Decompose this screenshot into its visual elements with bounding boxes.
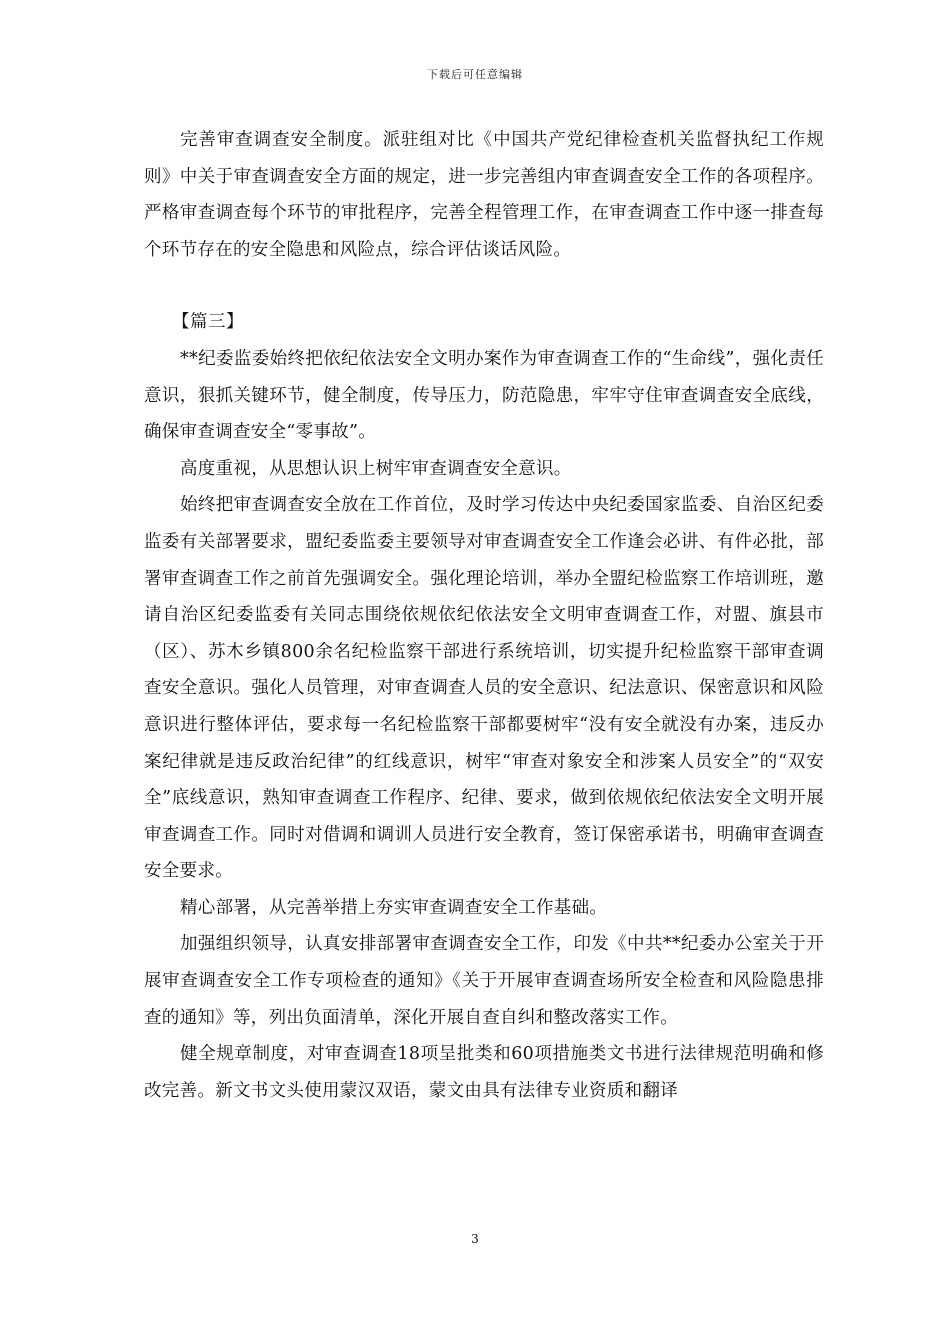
paragraph: 完善审查调查安全制度。派驻组对比《中国共产党纪律检查机关监督执纪工作规则》中关于审查调查安全方面的规定，进一步完善组内审查调查安全工作的各项程序。严格审查调查每个环节的审批程序，完善全程管理工作，在审查调查工作中逐一排查每个环节存在的安全隐患和风险点，综合评估谈话风险。 [144,130,824,260]
page-number: 3 [471,1232,479,1246]
paragraph: 始终把审查调查安全放在工作首位，及时学习传达中央纪委国家监委、自治区纪委监委有关部署要求，盟纪委监委主要领导对审查调查安全工作逢会必讲、有件必批，部署审查调查工作之前首先强调安全。强化理论培训，举办全盟纪检监察工作培训班，邀请自治区纪委监委有关同志围绕依规依纪依法安全文明审查调查工作，对盟、旗县市（区）、苏木乡镇800余名纪检监察干部进行系统培训，切实提升纪检监察干部审查调查安全意识。强化人员管理，对审查调查人员的安全意识、纪法意识、保密意识和风险意识进行整体评估，要求每一名纪检监察干部都要树牢“没有安全就没有办案，违反办案纪律就是违反政治纪律”的红线意识，树牢“审查对象安全和涉案人员安全”的“双安全”底线意识，熟知审查调查工作程序、纪律、要求，做到依规依纪依法安全文明开展审查调查工作。同时对借调和调训人员进行安全教育，签订保密承诺书，明确审查调查安全要求。 [144,495,824,882]
paragraph: **纪委监委始终把依纪依法安全文明办案作为审查调查工作的“生命线”，强化责任意识，狠抓关键环节，健全制度，传导压力，防范隐患，牢牢守住审查调查安全底线，确保审查调查安全“零事故”。 [144,348,824,443]
section-gap [144,268,824,304]
paragraph: 健全规章制度，对审查调查18项呈批类和60项措施类文书进行法律规范明确和修改完善。新文书文头使用蒙汉双语，蒙文由具有法律专业资质和翻译 [144,1044,824,1101]
paragraph: 加强组织领导，认真安排部署审查调查安全工作，印发《中共**纪委办公室关于开展审查调查安全工作专项检查的通知》《关于开展审查调查场所安全检查和风险隐患排查的通知》等，列出负面清单，深化开展自查自纠和整改落实工作。 [144,934,824,1028]
paragraph: 精心部署，从完善举措上夯实审查调查安全工作基础。 [180,897,608,918]
page-header: 下载后可任意编辑 [427,68,523,81]
section-title: 【篇三】 [172,312,244,333]
paragraph: 高度重视，从思想认识上树牢审查调查安全意识。 [180,458,572,479]
document-body [144,122,824,1109]
